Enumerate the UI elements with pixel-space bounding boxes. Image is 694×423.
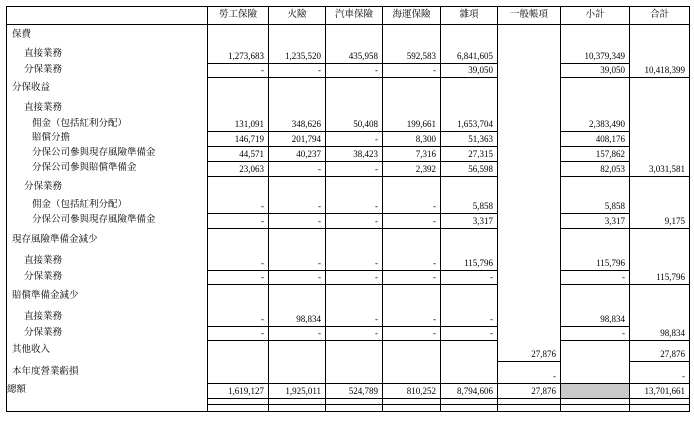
cell [208,101,269,118]
cell [561,177,630,199]
cell [498,177,561,199]
cell [269,101,326,118]
cell [498,162,561,177]
cell: 56,598 [441,162,498,177]
row-label: 保費 [12,30,32,40]
cell: - [383,214,441,229]
cell [208,341,269,362]
cell: 5,858 [441,199,498,214]
cell: 115,796 [561,254,630,271]
cell: 3,317 [441,214,498,229]
table-row [7,384,690,399]
cell [498,132,561,147]
cell [561,78,630,101]
cell: - [326,64,383,78]
column-header-marine-insurance: 海運保險 [383,7,441,25]
cell: 348,626 [269,118,326,132]
cell [326,229,383,254]
cell: 5,858 [561,199,630,214]
row-label-header [7,7,208,25]
cell: 115,796 [441,254,498,271]
row-label: 佣金（包括紅利分配） [32,118,128,129]
insurance-financial-table [6,6,690,412]
cell [269,362,326,384]
cell [441,101,498,118]
cell [561,362,630,384]
cell: 146,719 [208,132,269,147]
cell [561,229,630,254]
cell: 199,661 [383,118,441,132]
cell [498,118,561,132]
table-row [7,47,690,64]
cell: - [498,362,561,384]
cell [441,285,498,310]
table-row [7,285,690,310]
cell: 39,050 [561,64,630,78]
cell: - [269,162,326,177]
ruled-spacer-row [7,405,690,412]
cell [269,341,326,362]
row-label: 分保業務 [24,181,63,192]
cell [441,341,498,362]
cell [630,78,690,101]
row-label: 其他收入 [12,345,51,356]
cell: 40,237 [269,147,326,162]
cell: 27,876 [630,341,690,362]
cell: 1,653,704 [441,118,498,132]
row-label: 直接業務 [24,103,63,114]
column-header-auto-insurance: 汽車保險 [326,7,383,25]
cell [561,101,630,118]
cell: 82,053 [561,162,630,177]
cell [630,132,690,147]
column-header-subtotal: 小計 [561,7,630,25]
cell: 1,235,520 [269,47,326,64]
cell: 9,175 [630,214,690,229]
column-header-fire-insurance: 火險 [269,7,326,25]
cell: - [383,199,441,214]
cell [326,25,383,47]
table-body [7,25,690,412]
cell: - [269,327,326,341]
cell: 435,958 [326,47,383,64]
cell: - [326,327,383,341]
cell [630,285,690,310]
cell: - [326,132,383,147]
cell [383,341,441,362]
cell [441,78,498,101]
cell: 44,571 [208,147,269,162]
cell: - [561,327,630,341]
cell [326,405,383,412]
cell [630,405,690,412]
cell: 98,834 [630,327,690,341]
row-label: 直接業務 [24,312,63,323]
financial-statement-sheet [6,6,690,412]
cell: - [269,214,326,229]
cell: 592,583 [383,47,441,64]
cell: - [208,214,269,229]
cell [498,64,561,78]
cell: - [269,64,326,78]
cell [498,229,561,254]
cell: 1,619,127 [208,384,269,399]
cell: 13,701,661 [630,384,690,399]
cell: - [441,327,498,341]
cell [561,25,630,47]
cell [498,199,561,214]
cell [326,177,383,199]
cell: 39,050 [441,64,498,78]
cell [269,78,326,101]
cell [208,285,269,310]
table-row [7,101,690,118]
cell [630,254,690,271]
cell [383,229,441,254]
cell: - [630,362,690,384]
cell: 2,383,490 [561,118,630,132]
table-row [7,25,690,47]
cell [630,147,690,162]
cell [269,229,326,254]
row-label: 佣金（包括紅利分配） [32,200,128,211]
row-label: 分保公司參與現存風險準備金 [32,215,156,226]
row-label: 分保業務 [24,327,63,338]
cell: - [383,271,441,285]
column-header-general-accounts: 一般帳項 [498,7,561,25]
cell: - [383,64,441,78]
cell [441,177,498,199]
row-label: 本年度營業虧損 [12,366,79,377]
cell [498,25,561,47]
cell: 38,423 [326,147,383,162]
table-row [7,177,690,199]
cell: 6,841,605 [441,47,498,64]
selected-cell[interactable] [561,384,630,399]
cell [326,341,383,362]
cell: - [383,327,441,341]
cell [561,285,630,310]
row-label: 分保公司參與現存風險準備金 [32,148,156,159]
cell: - [383,310,441,327]
cell [630,118,690,132]
cell [498,254,561,271]
row-label: 賠償準備金減少 [12,291,79,302]
cell [498,271,561,285]
cell: - [208,64,269,78]
table-row [7,254,690,271]
cell: 408,176 [561,132,630,147]
cell: 810,252 [383,384,441,399]
table-row [7,118,690,132]
cell [208,25,269,47]
cell [383,78,441,101]
cell [498,147,561,162]
cell [630,25,690,47]
cell [441,405,498,412]
cell: 1,273,683 [208,47,269,64]
cell: 2,392 [383,162,441,177]
cell [498,47,561,64]
row-label [7,405,208,412]
cell: - [208,271,269,285]
cell [208,177,269,199]
cell: 98,834 [269,310,326,327]
cell: - [208,327,269,341]
cell [498,310,561,327]
cell: 3,317 [561,214,630,229]
cell: 8,794,606 [441,384,498,399]
cell: 157,862 [561,147,630,162]
column-header-labor-insurance: 勞工保險 [208,7,269,25]
cell: 27,876 [498,341,561,362]
cell: - [269,199,326,214]
cell: 10,418,399 [630,64,690,78]
cell: 8,300 [383,132,441,147]
row-label: 直接業務 [24,256,63,267]
cell: 115,796 [630,271,690,285]
cell: - [326,199,383,214]
cell [208,362,269,384]
table-row [7,362,690,384]
cell [326,101,383,118]
cell [326,78,383,101]
table-row [7,132,690,147]
cell: - [441,271,498,285]
cell: - [383,254,441,271]
cell: 10,379,349 [561,47,630,64]
cell [441,229,498,254]
cell [383,285,441,310]
cell [630,229,690,254]
table-row [7,162,690,177]
row-label: 分保業務 [24,271,63,282]
cell: 27,876 [498,384,561,399]
cell: - [326,162,383,177]
cell: - [326,271,383,285]
table-row [7,229,690,254]
cell [383,362,441,384]
cell [383,101,441,118]
cell: - [441,310,498,327]
cell: 23,063 [208,162,269,177]
row-label: 分保公司參與賠償準備金 [32,163,137,174]
cell [498,78,561,101]
table-row [7,341,690,362]
column-header-total: 合計 [630,7,690,25]
cell: - [269,254,326,271]
cell [498,327,561,341]
row-label: 現存風險準備金減少 [12,235,98,246]
cell [498,214,561,229]
cell [498,405,561,412]
cell [630,177,690,199]
cell [561,341,630,362]
cell: 524,789 [326,384,383,399]
cell: - [269,271,326,285]
cell: 51,363 [441,132,498,147]
cell [441,25,498,47]
row-label: 賠償分擔 [32,133,71,144]
table-row [7,271,690,285]
cell: 50,408 [326,118,383,132]
cell: 1,925,011 [269,384,326,399]
row-label: 總額 [7,385,27,396]
cell: 98,834 [561,310,630,327]
cell [269,177,326,199]
cell: - [561,271,630,285]
cell [630,199,690,214]
table-row [7,64,690,78]
cell: - [326,310,383,327]
table-row [7,78,690,101]
table-row [7,199,690,214]
cell [498,101,561,118]
cell [383,177,441,199]
row-label: 分保業務 [24,64,63,75]
cell [326,362,383,384]
cell [441,362,498,384]
cell: - [208,254,269,271]
cell [269,405,326,412]
cell [208,78,269,101]
cell [630,47,690,64]
table-row [7,147,690,162]
cell [208,405,269,412]
cell: - [326,254,383,271]
table-row [7,214,690,229]
row-label: 直接業務 [24,49,63,60]
cell: - [208,310,269,327]
cell [561,405,630,412]
cell [630,310,690,327]
table-row [7,310,690,327]
cell: - [208,199,269,214]
cell: 201,794 [269,132,326,147]
row-label: 分保收益 [12,83,51,94]
table-row [7,327,690,341]
cell: 3,031,581 [630,162,690,177]
cell [269,25,326,47]
cell [498,285,561,310]
cell [208,229,269,254]
cell [326,285,383,310]
header-row [7,7,690,25]
cell [383,25,441,47]
column-header-miscellaneous: 雜項 [441,7,498,25]
cell: 27,315 [441,147,498,162]
cell [383,405,441,412]
cell: 131,091 [208,118,269,132]
cell [269,285,326,310]
cell: - [326,214,383,229]
cell [630,101,690,118]
cell: 7,316 [383,147,441,162]
